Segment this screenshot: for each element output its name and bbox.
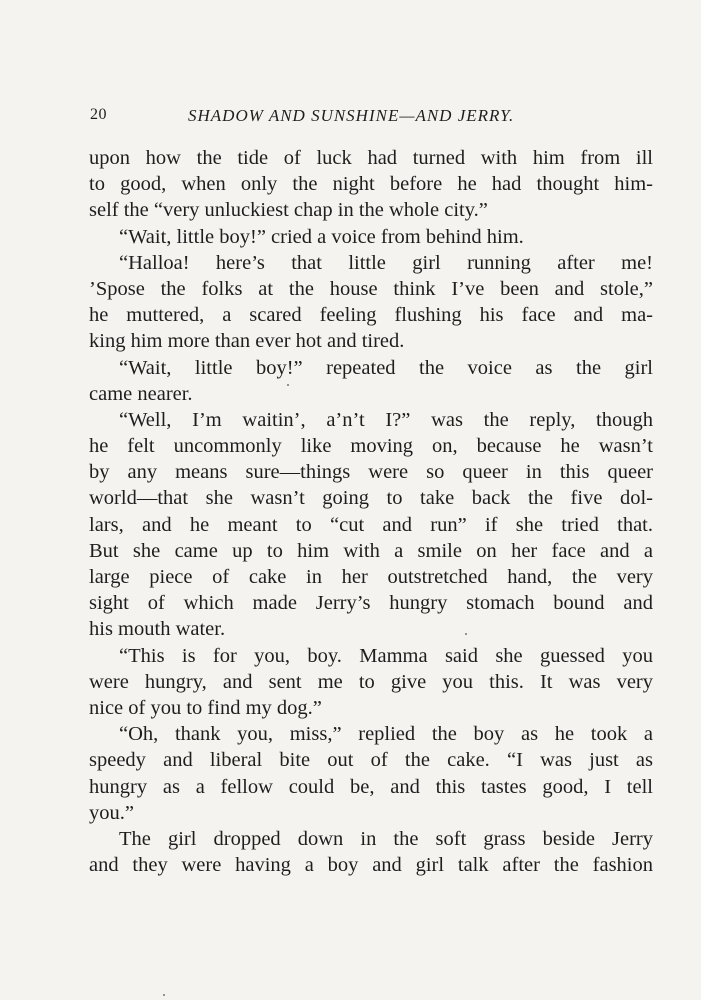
running-title: SHADOW AND SUNSHINE—AND JERRY. xyxy=(188,106,515,125)
text-line: “Well, I’m waitin’, a’n’t I?” was the reply, though xyxy=(119,408,653,431)
text-line: were hungry, and sent me to give you this. It was very xyxy=(89,670,653,693)
text-line: “Wait, little boy!” cried a voice from behind him. xyxy=(119,225,524,248)
text-line: he muttered, a scared feeling flushing his face and ma- xyxy=(89,304,653,327)
text-line: by any means sure—things were so queer in this queer xyxy=(89,461,653,484)
text-line: nice of you to find my dog.” xyxy=(89,696,322,719)
text-line: speedy and liberal bite out of the cake. “I was just as xyxy=(89,749,653,772)
text-line: his mouth water. xyxy=(89,618,226,641)
page-number: 20 xyxy=(90,106,107,123)
text-line: came nearer. xyxy=(89,382,193,405)
text-line: “Halloa! here’s that little girl running after me! xyxy=(119,251,653,274)
text-line: “This is for you, boy. Mamma said she guessed you xyxy=(119,644,653,667)
text-line: and they were having a boy and girl talk after the fashion xyxy=(89,854,653,877)
text-line: king him more than ever hot and tired. xyxy=(89,330,405,353)
text-line: he felt uncommonly like moving on, because he wasn’t xyxy=(89,435,653,458)
text-line: “Wait, little boy!” repeated the voice as the girl xyxy=(119,356,653,379)
text-line: sight of which made Jerry’s hungry stomach bound and xyxy=(89,592,653,615)
text-line: world—that she wasn’t going to take back the five dol- xyxy=(89,487,653,510)
text-line: hungry as a fellow could be, and this tastes good, I tell xyxy=(89,775,653,798)
text-line: upon how the tide of luck had turned with him from ill xyxy=(89,147,653,169)
text-line: you.” xyxy=(89,801,134,824)
text-line: But she came up to him with a smile on her face and a xyxy=(89,539,653,562)
paper-speck xyxy=(465,633,467,635)
text-line: ’Spose the folks at the house think I’ve been and stole,” xyxy=(89,277,653,300)
body-text xyxy=(89,145,653,878)
paper-speck xyxy=(163,994,165,996)
paper-speck xyxy=(287,384,289,386)
text-line: “Oh, thank you, miss,” replied the boy as he took a xyxy=(119,723,653,746)
text-line: lars, and he meant to “cut and run” if she tried that. xyxy=(89,513,653,536)
text-line: large piece of cake in her outstretched hand, the very xyxy=(89,566,653,588)
text-line: to good, when only the night before he had thought him- xyxy=(89,173,653,196)
text-line: The girl dropped down in the soft grass beside Jerry xyxy=(119,827,653,850)
text-line: self the “very unluckiest chap in the whole city.” xyxy=(89,199,488,222)
running-head xyxy=(90,106,570,130)
